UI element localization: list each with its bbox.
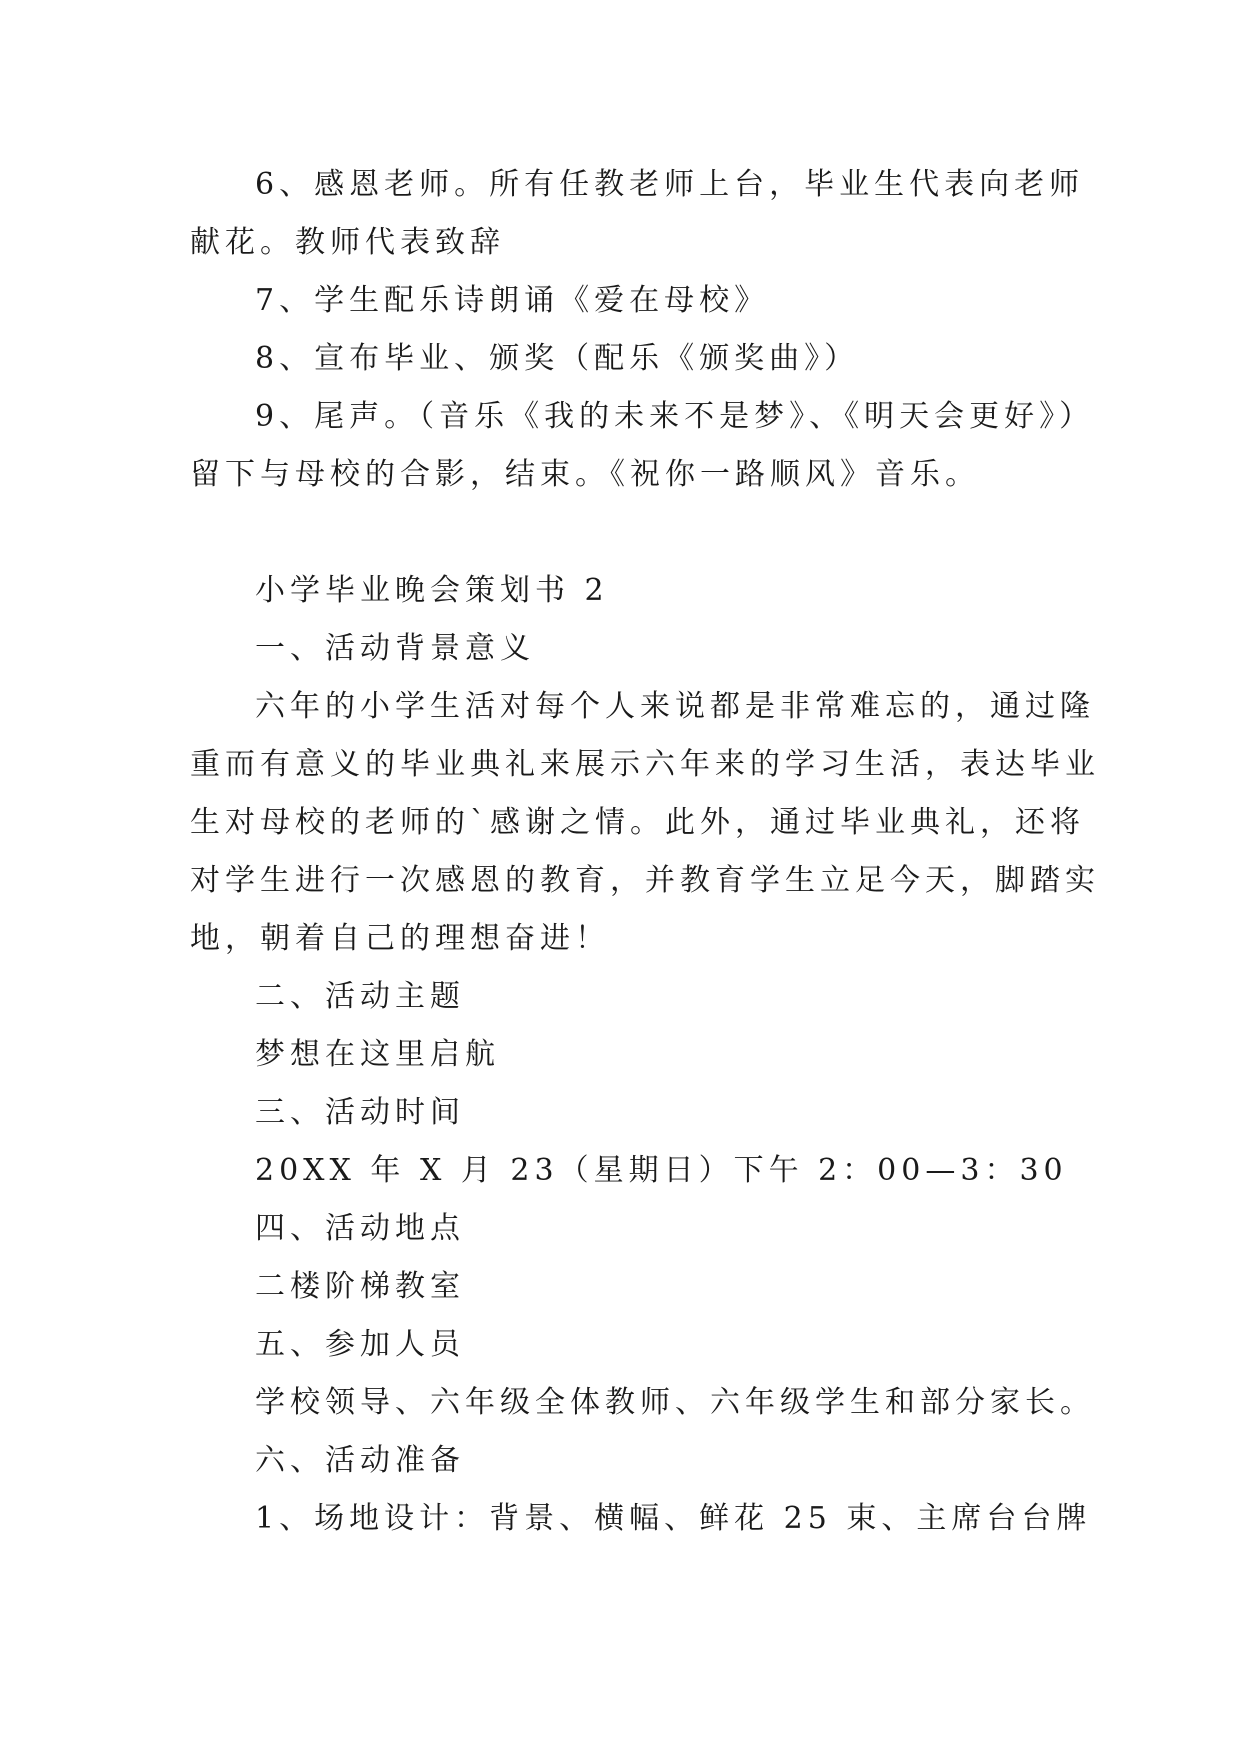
paragraph-line: 20XX 年 X 月 23（星期日）下午 2：00—3：30 bbox=[255, 1153, 1068, 1188]
heading: 二、活动主题 bbox=[255, 979, 465, 1014]
paragraph-line: 对学生进行一次感恩的教育，并教育学生立足今天，脚踏实 bbox=[190, 863, 1100, 898]
heading: 四、活动地点 bbox=[255, 1211, 465, 1246]
paragraph-line: 7、学生配乐诗朗诵《爱在母校》 bbox=[255, 283, 770, 318]
heading: 五、参加人员 bbox=[255, 1327, 465, 1362]
section-title: 小学毕业晚会策划书 2 bbox=[255, 573, 609, 608]
heading: 六、活动准备 bbox=[255, 1443, 465, 1478]
paragraph-line: 9、尾声。（音乐《我的未来不是梦》、《明天会更好》） bbox=[255, 399, 1095, 434]
paragraph-line: 梦想在这里启航 bbox=[255, 1037, 500, 1072]
heading: 一、活动背景意义 bbox=[255, 631, 535, 666]
paragraph-line: 6、感恩老师。所有任教老师上台，毕业生代表向老师 bbox=[255, 167, 1085, 202]
paragraph-line: 8、宣布毕业、颁奖（配乐《颁奖曲》） bbox=[255, 341, 860, 376]
paragraph-line: 1、场地设计：背景、横幅、鲜花 25 束、主席台台牌 bbox=[255, 1501, 1092, 1536]
paragraph-line: 留下与母校的合影，结束。《祝你一路顺风》音乐。 bbox=[190, 457, 980, 492]
paragraph-line: 重而有意义的毕业典礼来展示六年来的学习生活，表达毕业 bbox=[190, 747, 1100, 782]
paragraph-line: 学校领导、六年级全体教师、六年级学生和部分家长。 bbox=[255, 1385, 1095, 1420]
paragraph-line: 二楼阶梯教室 bbox=[255, 1269, 465, 1304]
paragraph-line: 六年的小学生活对每个人来说都是非常难忘的，通过隆 bbox=[255, 689, 1095, 724]
paragraph-line: 生对母校的老师的`感谢之情。此外，通过毕业典礼，还将 bbox=[190, 805, 1085, 840]
heading: 三、活动时间 bbox=[255, 1095, 465, 1130]
paragraph-line: 献花。教师代表致辞 bbox=[190, 225, 505, 260]
paragraph-line: 地，朝着自己的理想奋进！ bbox=[190, 921, 610, 956]
